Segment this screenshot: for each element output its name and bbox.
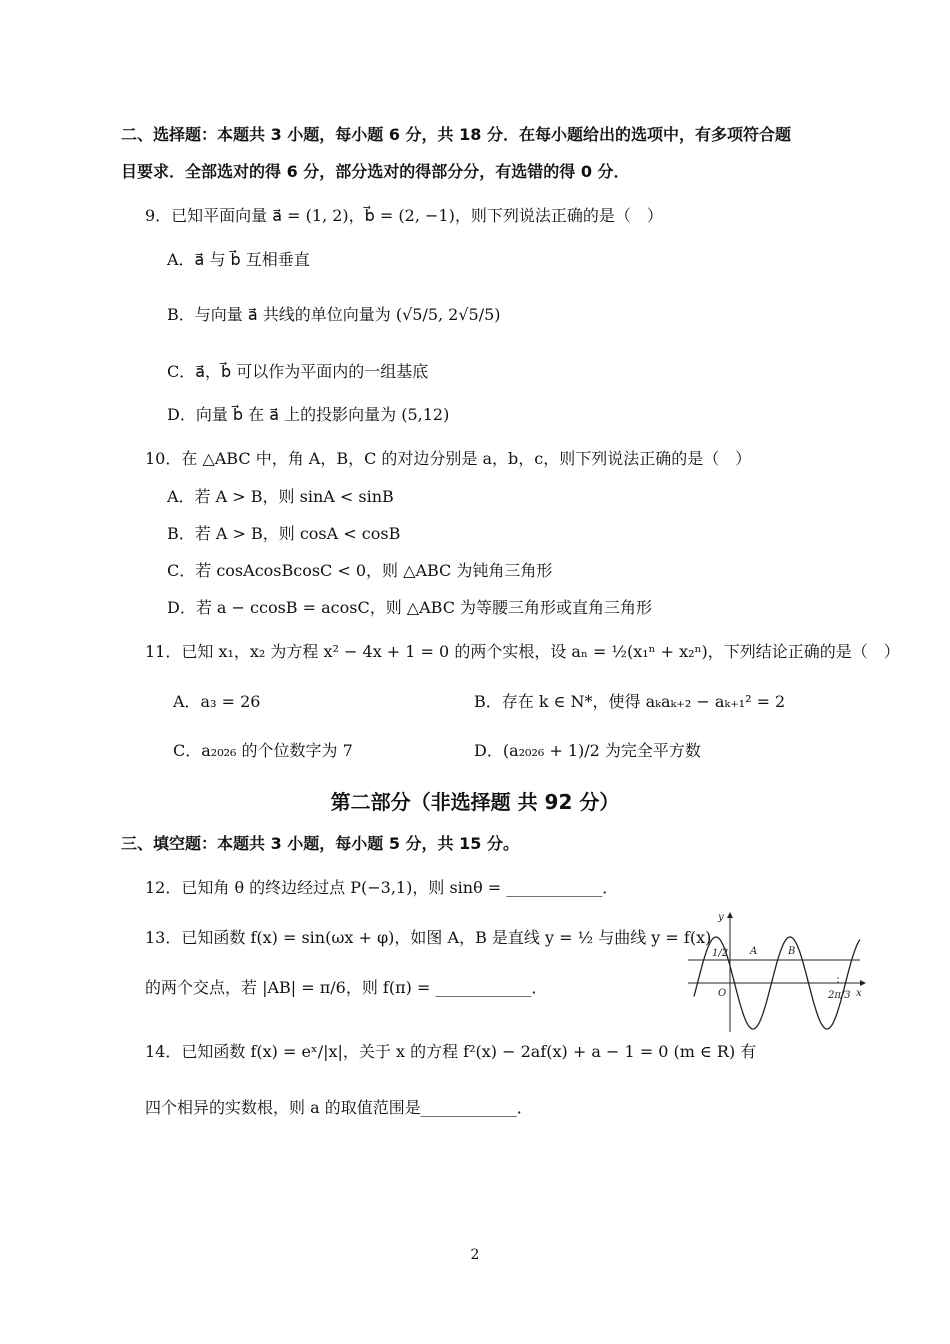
q9-stem: 9．已知平面向量 a⃗ = (1, 2)，b⃗ = (2, −1)，则下列说法正确的是（ ） [145,206,663,225]
section2-instructions-line1: 二、选择题：本题共 3 小题，每小题 6 分，共 18 分．在每小题给出的选项中，有多项符合题 [121,125,791,144]
q10-option-b: B．若 A > B，则 cosA < cosB [167,524,401,543]
q10-option-a: A．若 A > B，则 sinA < sinB [167,487,394,506]
page-number: 2 [470,1247,480,1263]
q11-option-d: D．(a₂₀₂₆ + 1)/2 为完全平方数 [474,741,701,760]
section2-instructions-line2: 目要求．全部选对的得 6 分，部分选对的得部分分，有选错的得 0 分． [121,162,630,181]
q10-option-c: C．若 cosAcosBcosC < 0，则 △ABC 为钝角三角形 [167,561,553,580]
q9-option-b: B．与向量 a⃗ 共线的单位向量为 (√5/5, 2√5/5) [167,305,501,324]
point-b-label: B [788,946,796,957]
tick-label: 2π/3 [828,990,851,1001]
q14-line1: 14．已知函数 f(x) = eˣ/|x|，关于 x 的方程 f²(x) − 2af(x) + a − 1 = 0 (m ∈ R) 有 [145,1042,757,1061]
q10-option-d: D．若 a − ccosB = acosC，则 △ABC 为等腰三角形或直角三角形 [167,598,653,617]
q10-stem: 10．在 △ABC 中，角 A，B，C 的对边分别是 a，b，c，则下列说法正确的是（ ） [145,449,752,468]
q9-option-c: C．a⃗，b⃗ 可以作为平面内的一组基底 [167,362,429,381]
part2-title: 第二部分（非选择题 共 92 分） [330,790,620,814]
point-a-label: A [750,946,758,957]
q12: 12．已知角 θ 的终边经过点 P(−3,1)，则 sinθ = ____________． [145,878,619,897]
x-axis-label: x [856,988,862,999]
sine-graph-figure [688,908,868,1033]
q11-option-c: C．a₂₀₂₆ 的个位数字为 7 [173,741,353,760]
sine-graph [688,908,868,1033]
section3-instructions: 三、填空题：本题共 3 小题，每小题 5 分，共 15 分。 [121,834,519,853]
q11-option-a: A．a₃ = 26 [173,692,261,711]
q13-line1: 13．已知函数 f(x) = sin(ωx + φ)，如图 A，B 是直线 y = ½ 与曲线 y = f(x) [145,928,712,947]
q9-option-d: D．向量 b⃗ 在 a⃗ 上的投影向量为 (5,12) [167,405,450,424]
q9-option-a: A．a⃗ 与 b⃗ 互相垂直 [167,250,310,269]
y-axis-label: y [718,912,724,923]
y-axis-arrow [727,912,733,918]
origin-label: O [718,988,727,999]
x-axis-arrow [860,980,866,986]
q13-line2: 的两个交点，若 |AB| = π/6，则 f(π) = ____________． [145,978,548,997]
q14-line2: 四个相异的实数根，则 a 的取值范围是____________． [145,1098,533,1117]
q11-stem: 11．已知 x₁，x₂ 为方程 x² − 4x + 1 = 0 的两个实根，设 aₙ = ½(x₁ⁿ + x₂ⁿ)，下列结论正确的是（ ） [145,642,900,661]
q11-option-b: B．存在 k ∈ N*，使得 aₖaₖ₊₂ − aₖ₊₁² = 2 [474,692,786,711]
half-label: 1/2 [712,948,729,959]
